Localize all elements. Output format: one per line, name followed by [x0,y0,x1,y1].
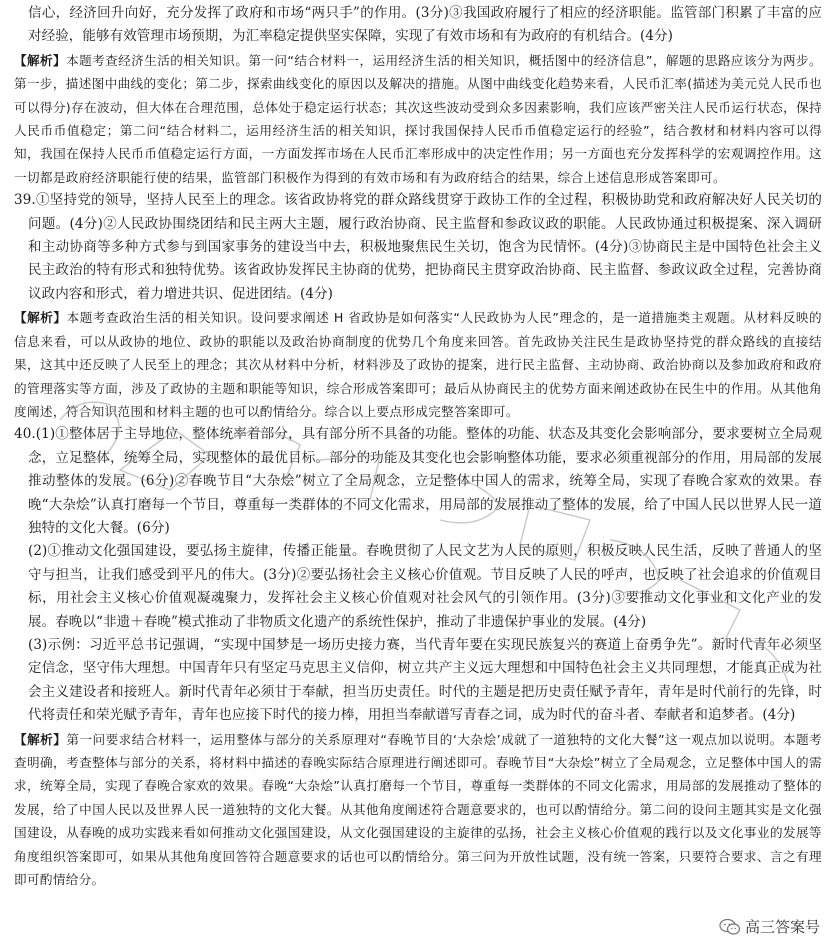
analysis-tag: 【解析】 [14,731,67,747]
q40-analysis-text: 第一问要求结合材料一，运用整体与部分的关系原理对“春晚节目的‘大杂烩’成就了一道独特的文化大餐”这一观点加以说明。本题考查明确，考查整体与部分的关系，将材料中描述的春晚实际结合原理进行阐述即可。春晚节目“大杂烩”树立了全局观念，立足整体中国人的需求，统筹全局，实现了春晚合家欢的效果。春晚“大杂烩”认真打磨每一个节目，尊重每一类群体的不同文化需求，用局部的发展推动了整体的发展，给了中国人民以及世界人民一道独特的文化大餐。从其他角度阐述符合题意要求的，也可以酌情给分。第二问的设问主题其实是文化强国建设，从春晚的成功实践来看如何推动文化强国建设，从文化强国建设的主旋律的弘扬，社会主义核心价值观的践行以及文化事业的发展等角度组织答案即可，如果从其他角度回答符合题意要求的话也可以酌情给分。第三问为开放性试题，没有统一答案，只要符合要求、言之有理即可酌情给分。 [14,731,822,888]
footer-logo [715,914,824,939]
q39-answer: 39.①坚持党的领导，坚持人民至上的理念。该省政协将党的群众路线贯穿于政协工作的全过程，积极协助党和政府解决好人民关切的问题。(4分)②人民政协围绕团结和民主两大主题，履行政治协商、民主监督和参政议政的职能。人民政协通过积极提案、深入调研和主动协商等多种方式参与到国家事务的建设当中去，积极地聚焦民生关切，饱含为民情怀。(4分)③协商民主是中国特色社会主义民主政治的特有形式和独特优势。该省政协发挥民主协商的优势，把协商民主贯穿政治协商、民主监督、参政议政全过程，完善协商议政内容和形式，着力增进共识、促进团结。(4分) [14,192,822,302]
document-page [14,2,822,942]
analysis-tag: 【解析】 [14,310,67,326]
q38-analysis [14,49,822,189]
q40-part1-answer: 40.(1)①整体居于主导地位，整体统率着部分，具有部分所不具备的功能。整体的功能、状态及其变化会影响部分，要求要树立全局观念，立足整体，统筹全局，实现整体的最优目标。部分的功能及其变化也会影响整体功能，要求必须重视部分的作用，用局部的发展推动整体的发展。(6分)②春晚节目“大杂烩”树立了全局观念，立足整体中国人的需求，统筹全局，实现了春晚合家欢的效果。春晚“大杂烩”认真打磨每一个节目，尊重每一类群体的不同文化需求，用局部的发展推动了整体的发展，给了中国人民以世界人民一道独特的文化大餐。(6分) [14,426,822,536]
wechat-icon [719,918,741,936]
analysis-tag: 【解析】 [14,52,67,68]
q40-part3-answer: (3)示例：习近平总书记强调，“实现中国梦是一场历史接力赛，当代青年要在实现民族复兴的赛道上奋勇争先”。新时代青年必须坚定信念，坚守伟大理想。中国青年只有坚定马克思主义信仰，树立共产主义远大理想和中国特色社会主义共同理想，才能真正成为社会主义建设者和接班人。新时代青年必须甘于奉献，担当历史责任。时代的主题是把历史责任赋予青年，青年是时代前行的先锋，时代将责任和荣光赋予青年，青年也应接下时代的接力棒，用担当奉献谱写青春之词，成为时代的奋斗者、奉献者和追梦者。(4分) [28,636,822,724]
q39-analysis-text: 本题考查政治生活的相关知识。设问要求阐述 H 省政协是如何落实“人民政协为人民”理念的，是一道措施类主观题。从材料反映的信息来看，可以从政协的地位、政协的职能以及政治协商制度的优势几个角度来回答。首先政协关注民生是政协坚持党的群众路线的直接结果，这其中还反映了人民至上的理念；其次从材料中分析，材料涉及了政协的提案，进行民主监督、主动协商、政治协商以及参加政府和政府的管理落实等方面，涉及了政协的主题和职能等知识，综合形成答案即可；最后从协商民主的优势方面来阐述政协在民生中的作用。从其他角度阐述，符合知识范围和材料主题的也可以酌情给分。综合以上要点形成完整答案即可。 [14,310,822,419]
footer-account-name: 高三答案号 [744,918,820,936]
q38-answer-continuation: 信心，经济回升向好，充分发挥了政府和市场“两只手”的作用。(3分)③我国政府履行了相应的经济职能。监管部门积累了丰富的应对经验，能够有效管理市场预期，为汇率稳定提供坚实保障，实现了有效市场和有为政府的有机结合。(4分) [28,5,822,45]
q39-analysis [14,306,822,423]
q40-analysis [14,728,822,892]
q38-analysis-text: 本题考查经济生活的相关知识。第一问“结合材料一，运用经济生活的相关知识，概括图中的经济信息”，解题的思路应该分为两步。第一步，描述图中曲线的变化；第二步，探索曲线变化的原因以及解决的措施。从图中曲线变化趋势来看，人民币汇率(描述为美元兑人民币也可以得分)存在波动，但大体在合理范围，总体处于稳定运行状态；其次这些波动受到众多因素影响，我们应该严密关注人民币运行状态，保持人民币币值稳定；第二问“结合材料二，运用经济生活的相关知识，探讨我国保持人民币币值稳定运行的经验”，结合教材和材料内容可以得知，我国在保持人民币币值稳定运行方面，一方面发挥市场在人民币汇率形成中的决定性作用；另一方面也充分发挥科学的宏观调控作用。这一切都是政府经济职能行使的结果，监管部门积极作为得到的有效市场和有为政府结合的结果，综合上述信息形成答案即可。 [14,52,822,185]
q40-part2-answer: (2)①推动文化强国建设，要弘扬主旋律，传播正能量。春晚贯彻了人民文艺为人民的原则，积极反映人民生活，反映了普通人的坚守与担当，让我们感受到平凡的伟大。(3分)②要弘扬社会主义核心价值观。节目反映了人民的呼声，也反映了社会追求的价值观目标，用社会主义核心价值观凝魂聚力，发挥社会主义核心价值观对社会风气的引领作用。(3分)③要推动文化事业和文化产业的发展。春晚以“非遗＋春晚”模式推动了非物质文化遗产的系统性保护，推动了非遗保护事业的发展。(4分) [28,543,822,630]
